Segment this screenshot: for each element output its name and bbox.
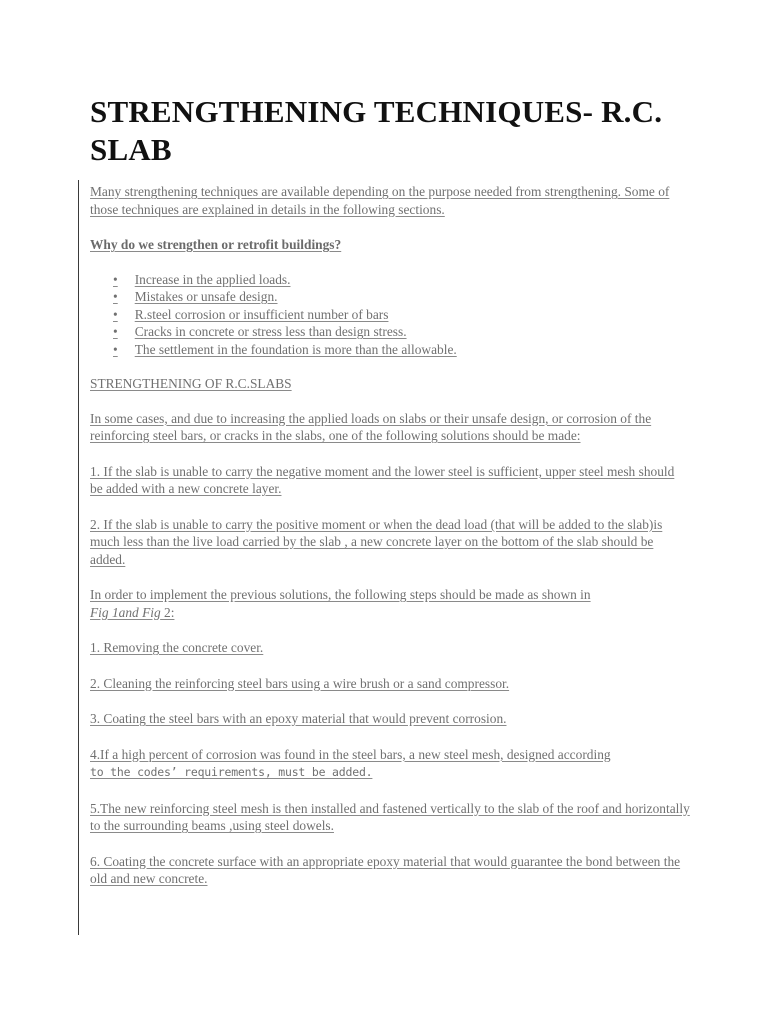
why-heading-text: Why do we strengthen or retrofit buildings? xyxy=(90,237,342,252)
step-3-text: 3. Coating the steel bars with an epoxy material that would prevent corrosion. xyxy=(90,711,507,726)
step-5-paragraph xyxy=(90,800,690,835)
section-intro-paragraph xyxy=(90,410,690,445)
list-item xyxy=(90,271,690,289)
step-6-text: 6. Coating the concrete surface with an appropriate epoxy material that would guarantee the bond between the old and new concrete. xyxy=(90,853,681,886)
solution-1-text: 1. If the slab is unable to carry the negative moment and the lower steel is sufficient, upper steel mesh should be added with a new concrete layer. xyxy=(90,463,675,496)
step-4-paragraph xyxy=(90,746,690,782)
solution-1-paragraph xyxy=(90,463,690,498)
step-3-paragraph xyxy=(90,710,690,728)
step-4-text: 4.If a high percent of corrosion was found in the steel bars, a new steel mesh, designed according xyxy=(90,746,611,762)
section-intro-text: In some cases, and due to increasing the applied loads on slabs or their unsafe design, or corrosion of the reinforcing steel bars, or cracks in the slabs, one of the following solutions should be made: xyxy=(90,410,652,443)
reason-text: Increase in the applied loads. xyxy=(134,271,291,287)
margin-rule xyxy=(78,180,79,935)
reason-text: Cracks in concrete or stress less than design stress. xyxy=(134,324,407,339)
section-heading-text: STRENGTHENING OF R.C.SLABS xyxy=(90,376,292,391)
step-6-paragraph xyxy=(90,853,690,888)
solution-2-paragraph xyxy=(90,516,690,569)
reason-text: R.steel corrosion or insufficient number of bars xyxy=(134,306,389,322)
solution-2-text: 2. If the slab is unable to carry the positive moment or when the dead load (that will be added to the slab)is much less than the live load carried by the slab , a new concrete layer on the bottom of the slab should be added. xyxy=(90,516,663,567)
why-heading xyxy=(90,236,690,254)
list-item xyxy=(90,341,690,359)
bullet-icon: • xyxy=(113,341,118,357)
section-heading xyxy=(90,375,690,393)
bullet-icon: • xyxy=(113,271,118,287)
step-2-paragraph xyxy=(90,675,690,693)
step-2-text: 2. Cleaning the reinforcing steel bars using a wire brush or a sand compressor. xyxy=(90,675,510,691)
figure-reference: Fig 1and Fig xyxy=(90,604,161,620)
intro-paragraph xyxy=(90,183,690,218)
bullet-icon: • xyxy=(113,306,118,322)
reason-text: The settlement in the foundation is more than the allowable. xyxy=(134,341,457,357)
list-item xyxy=(90,288,690,306)
step-4-continued-text: to the codes’ requirements, must be added. xyxy=(90,765,373,779)
implement-paragraph xyxy=(90,586,690,621)
step-1-text: 1. Removing the concrete cover. xyxy=(90,640,264,655)
list-item xyxy=(90,323,690,341)
bullet-icon: • xyxy=(113,289,118,304)
implement-suffix-text: 2: xyxy=(160,604,175,620)
page-title: STRENGTHENING TECHNIQUES- R.C. SLAB xyxy=(90,94,663,167)
document-body xyxy=(90,183,690,888)
intro-text: Many strengthening techniques are available depending on the purpose needed from strengthening. Some of those techniques are explained in details in the following sections. xyxy=(90,184,670,217)
reasons-list xyxy=(90,271,690,359)
bullet-icon: • xyxy=(113,324,118,339)
step-5-text: 5.The new reinforcing steel mesh is then installed and fastened vertically to the slab of the roof and horizontally to the surrounding beams ,using steel dowels. xyxy=(90,800,690,833)
list-item xyxy=(90,306,690,324)
implement-prefix-text: In order to implement the previous solutions, the following steps should be made as shown in xyxy=(90,587,591,602)
reason-text: Mistakes or unsafe design. xyxy=(134,289,278,304)
step-1-paragraph xyxy=(90,639,690,657)
